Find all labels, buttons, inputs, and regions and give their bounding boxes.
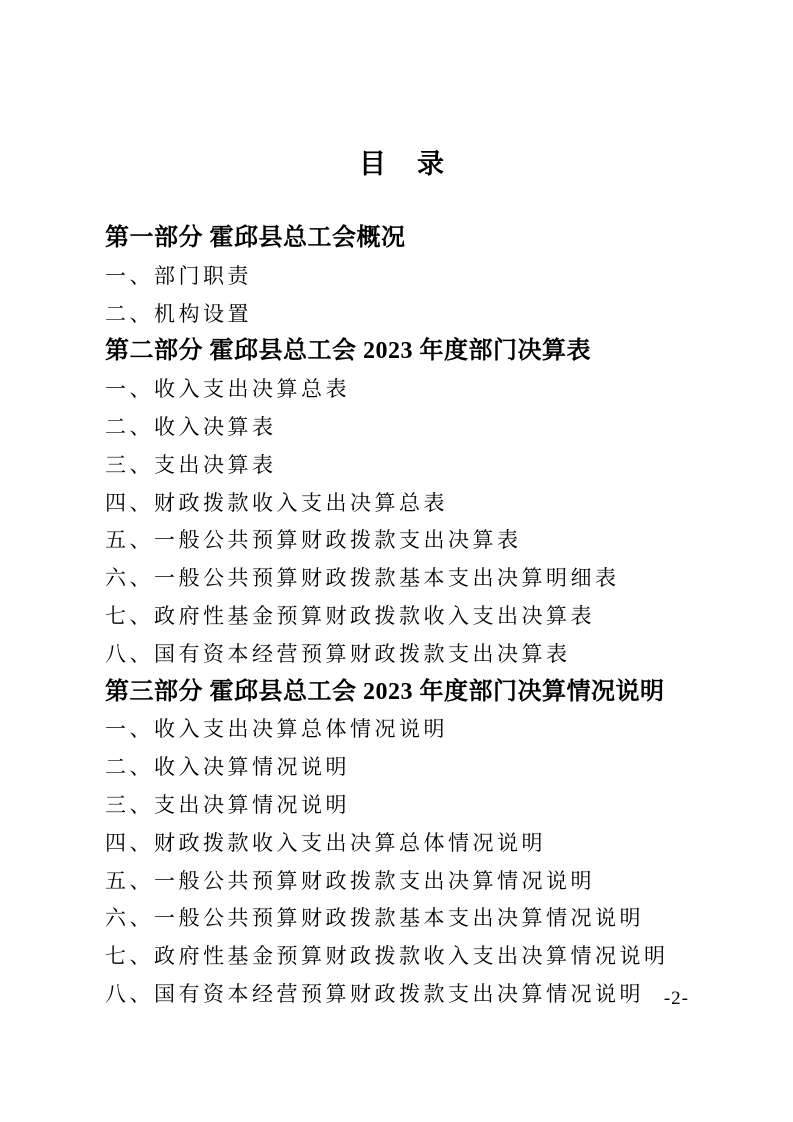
toc-section-3	[105, 674, 705, 1014]
section-heading-part2: 第二部分 霍邱县总工会 2023 年度部门决算表	[105, 338, 591, 365]
toc-item: 三、支出决算情况说明	[105, 792, 350, 817]
toc-item: 五、一般公共预算财政拨款支出决算情况说明	[105, 868, 595, 893]
toc-item: 一、部门职责	[105, 263, 252, 288]
toc-item: 四、财政拨款收入支出决算总体情况说明	[105, 830, 546, 855]
page-number: -2-	[663, 988, 689, 1009]
toc-item: 一、收入支出决算总表	[105, 377, 350, 402]
toc-item: 二、收入决算表	[105, 414, 277, 439]
page-title: 目 录	[359, 149, 446, 179]
toc-item: 五、一般公共预算财政拨款支出决算表	[105, 528, 522, 553]
toc-item: 六、一般公共预算财政拨款基本支出决算情况说明	[105, 906, 644, 931]
toc-item: 八、国有资本经营预算财政拨款支出决算表	[105, 641, 571, 666]
toc-item: 七、政府性基金预算财政拨款收入支出决算表	[105, 603, 595, 628]
toc-item: 二、收入决算情况说明	[105, 755, 350, 780]
table-of-contents	[105, 220, 705, 1014]
toc-section-1	[105, 220, 705, 333]
toc-item: 六、一般公共预算财政拨款基本支出决算明细表	[105, 566, 620, 591]
toc-item: 一、收入支出决算总体情况说明	[105, 717, 448, 742]
toc-item: 二、机构设置	[105, 301, 252, 326]
toc-item: 七、政府性基金预算财政拨款收入支出决算情况说明	[105, 944, 669, 969]
toc-item: 三、支出决算表	[105, 452, 277, 477]
toc-section-2	[105, 333, 705, 673]
toc-item: 四、财政拨款收入支出决算总表	[105, 490, 448, 515]
toc-item: 八、国有资本经营预算财政拨款支出决算情况说明	[105, 981, 644, 1006]
section-heading-part3: 第三部分 霍邱县总工会 2023 年度部门决算情况说明	[105, 678, 665, 705]
section-heading-part1: 第一部分 霍邱县总工会概况	[105, 225, 406, 251]
